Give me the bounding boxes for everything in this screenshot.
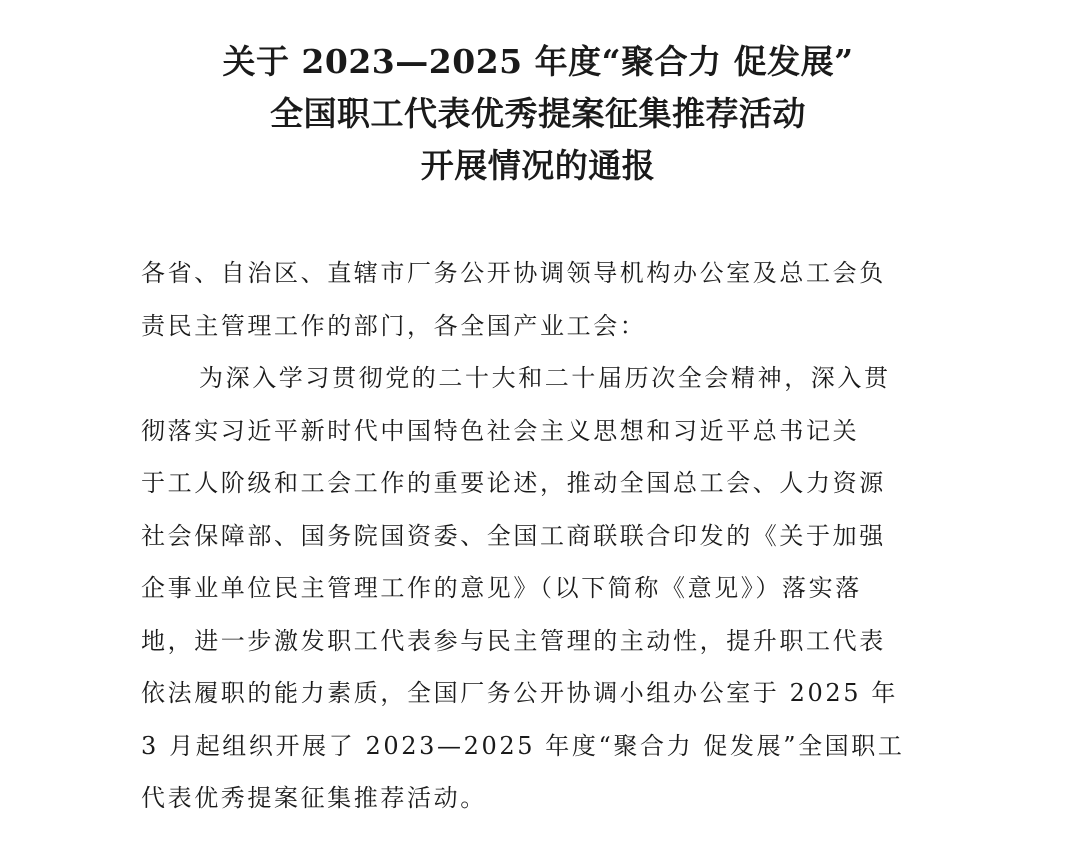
document-title — [0, 36, 1076, 192]
paragraph-line-7: 依法履职的能力素质，全国厂务公开协调小组办公室于 2025 年 — [141, 679, 898, 707]
addressee-line-2: 责民主管理工作的部门，各全国产业工会： — [141, 311, 647, 340]
title-line-1: 关于 2023—2025 年度“聚合力 促发展” — [222, 42, 854, 81]
title-line-3: 开展情况的通报 — [420, 146, 656, 185]
paragraph-line-1: 为深入学习贯彻党的二十大和二十届历次全会精神，深入贯 — [199, 364, 891, 392]
paragraph-line-2: 彻落实习近平新时代中国特色社会主义思想和习近平总书记关 — [141, 416, 860, 445]
document-body — [141, 247, 941, 825]
addressee-line-1: 各省、自治区、直辖市厂务公开协调领导机构办公室及总工会负 — [141, 259, 886, 287]
paragraph-line-6: 地，进一步激发职工代表参与民主管理的主动性，提升职工代表 — [141, 626, 886, 655]
paragraph-line-5: 企事业单位民主管理工作的意见》（以下简称《意见》）落实落 — [141, 574, 862, 602]
paragraph-line-9: 代表优秀提案征集推荐活动。 — [141, 784, 487, 812]
paragraph-line-8: 3 月起组织开展了 2023—2025 年度“聚合力 促发展”全国职工 — [141, 731, 905, 760]
paragraph-line-4: 社会保障部、国务院国资委、全国工商联联合印发的《关于加强 — [141, 521, 886, 550]
title-line-2: 全国职工代表优秀提案征集推荐活动 — [270, 94, 806, 133]
paragraph-line-3: 于工人阶级和工会工作的重要论述，推动全国总工会、人力资源 — [141, 469, 886, 497]
